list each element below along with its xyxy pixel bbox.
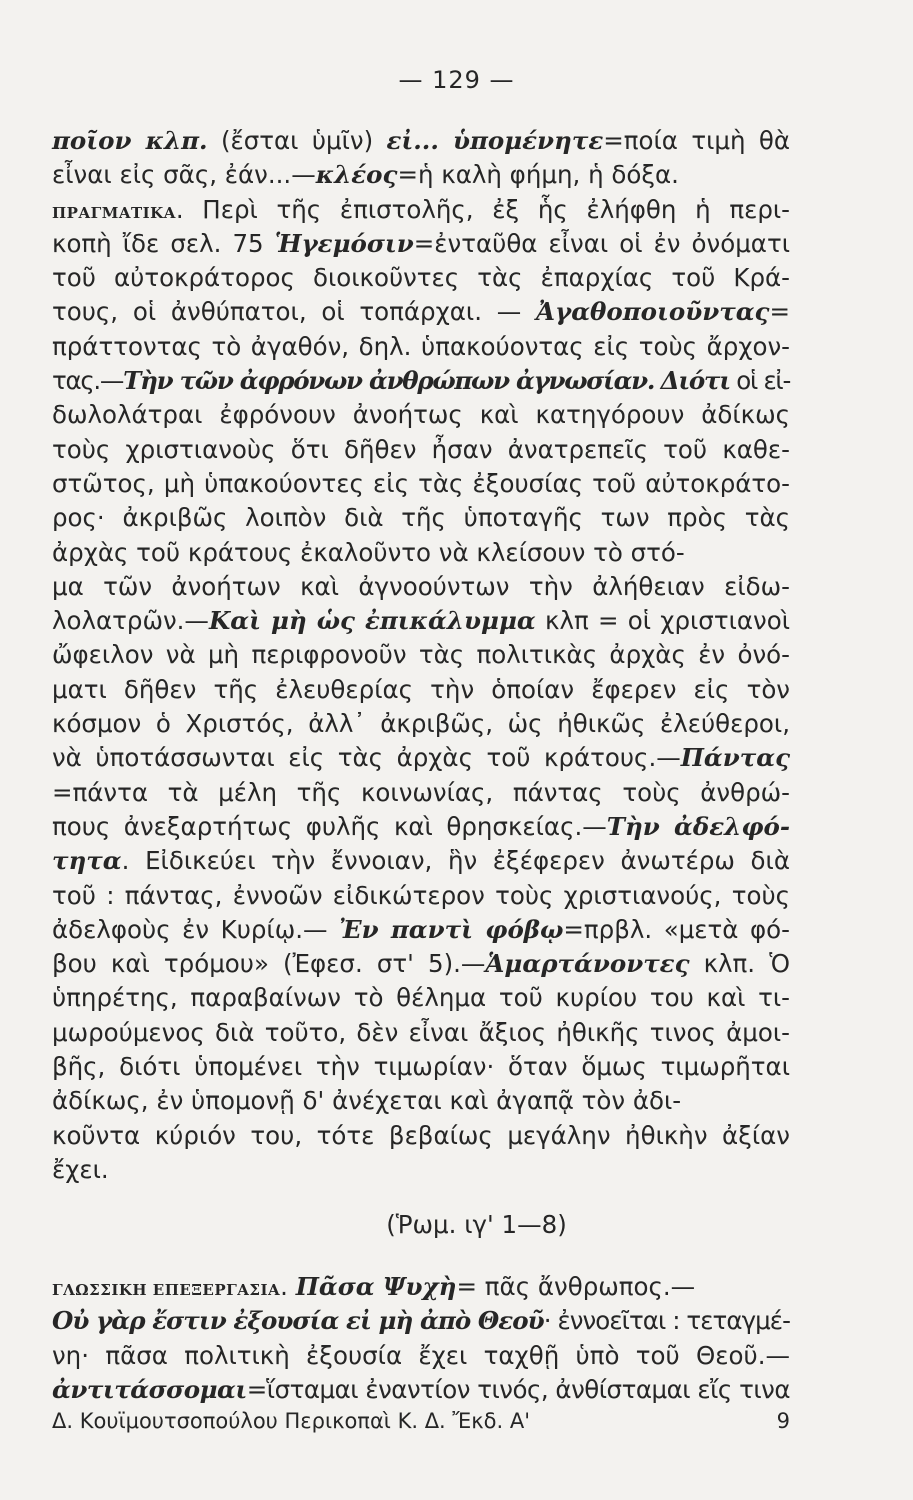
commentary-text	[52, 124, 790, 1187]
text-line: ΠΡΑΓΜΑΤΙΚΑ. Περὶ τῆς ἐπιστολῆς, ἐξ ἧς ἐλήφθη ἡ περι-	[52, 194, 790, 224]
footer-signature: 9	[776, 1409, 790, 1433]
text-line: τους, οἱ ἀνθύπατοι, οἱ τοπάρχαι. — Ἀγαθοποιοῦντας=	[52, 297, 790, 327]
text-line: τας.—Τὴν τῶν ἀφρόνων ἀνθρώπων ἀγνωσίαν. Διότι οἱ εἰ-	[52, 366, 790, 396]
text-line: ἀρχὰς τοῦ κράτους ἐκαλοῦντο νὰ κλείσουν τὸ στό-	[52, 537, 685, 567]
text-line: ρος· ἀκριβῶς λοιπὸν διὰ τῆς ὑποταγῆς των πρὸς τὰς	[52, 503, 790, 533]
text-line: τοῦ αὐτοκράτορος διοικοῦντες τὰς ἐπαρχίας τοῦ Κρά-	[52, 263, 790, 293]
text-line: κόσμον ὁ Χριστός, ἀλλ᾽ ἀκριβῶς, ὡς ἠθικῶς ἐλεύθεροι,	[52, 709, 790, 739]
text-line: τοὺς χριστιανοὺς ὅτι δῆθεν ἦσαν ἀνατρεπεῖς τοῦ καθε-	[52, 434, 790, 464]
footer-author-line: Δ. Κουϊμουτσοπούλου Περικοπαὶ Κ. Δ. Ἔκδ. Α'	[52, 1409, 530, 1433]
text-line: βῆς, διότι ὑπομένει τὴν τιμωρίαν· ὅταν ὅμως τιμωρῆται	[52, 1052, 790, 1082]
text-line: βου καὶ τρόμου» (Ἐφεσ. στ' 5).—Ἁμαρτάνοντες κλπ. Ὁ	[52, 949, 790, 979]
text-line: πράττοντας τὸ ἀγαθόν, δηλ. ὑπακούοντας εἰς τοὺς ἄρχον-	[52, 331, 790, 361]
text-line: ἀδελφοὺς ἐν Κυρίῳ.— Ἐν παντὶ φόβῳ=πρβλ. «μετὰ φό-	[52, 914, 790, 944]
section-heading-pragmatika: ΠΡΑΓΜΑΤΙΚΑ	[52, 203, 176, 222]
text-line: νὰ ὑποτάσσωνται εἰς τὰς ἀρχὰς τοῦ κράτους.—Πάντας	[52, 743, 790, 773]
text-line: δωλολάτραι ἐφρόνουν ἀνοήτως καὶ κατηγόρουν ἀδίκως	[52, 400, 790, 430]
text-line: Οὐ γὰρ ἔστιν ἐξουσία εἰ μὴ ἀπὸ Θεοῦ· ἐννοεῖται : τεταγμέ-	[52, 1306, 791, 1336]
text-line: ἀντιτάσσομαι=ἵσταμαι ἐναντίον τινός, ἀνθίσταμαι εἴς τινα	[52, 1374, 790, 1404]
scripture-citation: (Ῥωμ. ιγ' 1—8)	[386, 1210, 567, 1239]
text-line: λολατρῶν.—Καὶ μὴ ὡς ἐπικάλυμμα κλπ = οἱ χριστιανοὶ	[52, 606, 790, 636]
text-line: πους ἀνεξαρτήτως φυλῆς καὶ θρησκείας.—Τὴν ἀδελφό-	[52, 811, 790, 841]
page-footer	[52, 1409, 790, 1433]
text-line: μα τῶν ἀνοήτων καὶ ἀγνοούντων τὴν ἀλήθειαν εἰδω-	[52, 571, 790, 601]
text-line: ὤφειλον νὰ μὴ περιφρονοῦν τὰς πολιτικὰς ἀρχὰς ἐν ὀνό-	[52, 640, 790, 670]
linguistic-notes	[52, 1270, 790, 1407]
section-heading-glossiki: ΓΛΩΣΣΙΚΗ ΕΠΕΞΕΡΓΑΣΙΑ	[52, 1281, 281, 1299]
text-line: ἀδίκως, ἐν ὑπομονῇ δ' ἀνέχεται καὶ ἀγαπᾷ τὸν ἀδι-	[52, 1086, 682, 1116]
text-line: ποῖον κλπ. (ἔσται ὑμῖν) εἰ... ὑπομένητε=ποία τιμὴ θὰ	[52, 126, 790, 155]
text-line: ματι δῆθεν τῆς ἐλευθερίας τὴν ὁποίαν ἔφερεν εἰς τὸν	[52, 674, 790, 704]
text-line: =πάντα τὰ μέλη τῆς κοινωνίας, πάντας τοὺς ἀνθρώ-	[52, 777, 790, 807]
text-line: στῶτος, μὴ ὑπακούοντες εἰς τὰς ἐξουσίας τοῦ αὐτοκράτο-	[52, 468, 790, 498]
text-line: ἔχει.	[52, 1154, 109, 1184]
text-line: νη· πᾶσα πολιτικὴ ἐξουσία ἔχει ταχθῇ ὑπὸ τοῦ Θεοῦ.—	[52, 1340, 790, 1370]
page-number: — 129 —	[398, 66, 515, 94]
text-line: κοπὴ ἴδε σελ. 75 Ἡγεμόσιν=ἐνταῦθα εἶναι οἱ ἐν ὀνόματι	[52, 228, 790, 258]
text-line: εἶναι εἰς σᾶς, ἐάν...— κλέος =ἡ καλὴ φήμη, ἡ δόξα.	[52, 160, 679, 190]
text-line: ΓΛΩΣΣΙΚΗ ΕΠΕΞΕΡΓΑΣΙΑ. Πᾶσα Ψυχὴ= πᾶς ἄνθρωπος.—	[52, 1272, 696, 1301]
text-line: μωρούμενος διὰ τοῦτο, δὲν εἶναι ἄξιος ἠθικῆς τινος ἀμοι-	[52, 1017, 790, 1047]
text-line: κοῦντα κύριόν του, τότε βεβαίως μεγάλην ἠθικὴν ἀξίαν	[52, 1120, 790, 1150]
text-line: τητα. Εἰδικεύει τὴν ἔννοιαν, ἣν ἐξέφερεν ἀνωτέρω διὰ	[52, 846, 790, 876]
text-line: τοῦ : πάντας, ἐννοῶν εἰδικώτερον τοὺς χριστιανούς, τοὺς	[52, 880, 790, 910]
text-line: ὑπηρέτης, παραβαίνων τὸ θέλημα τοῦ κυρίου του καὶ τι-	[52, 983, 790, 1013]
